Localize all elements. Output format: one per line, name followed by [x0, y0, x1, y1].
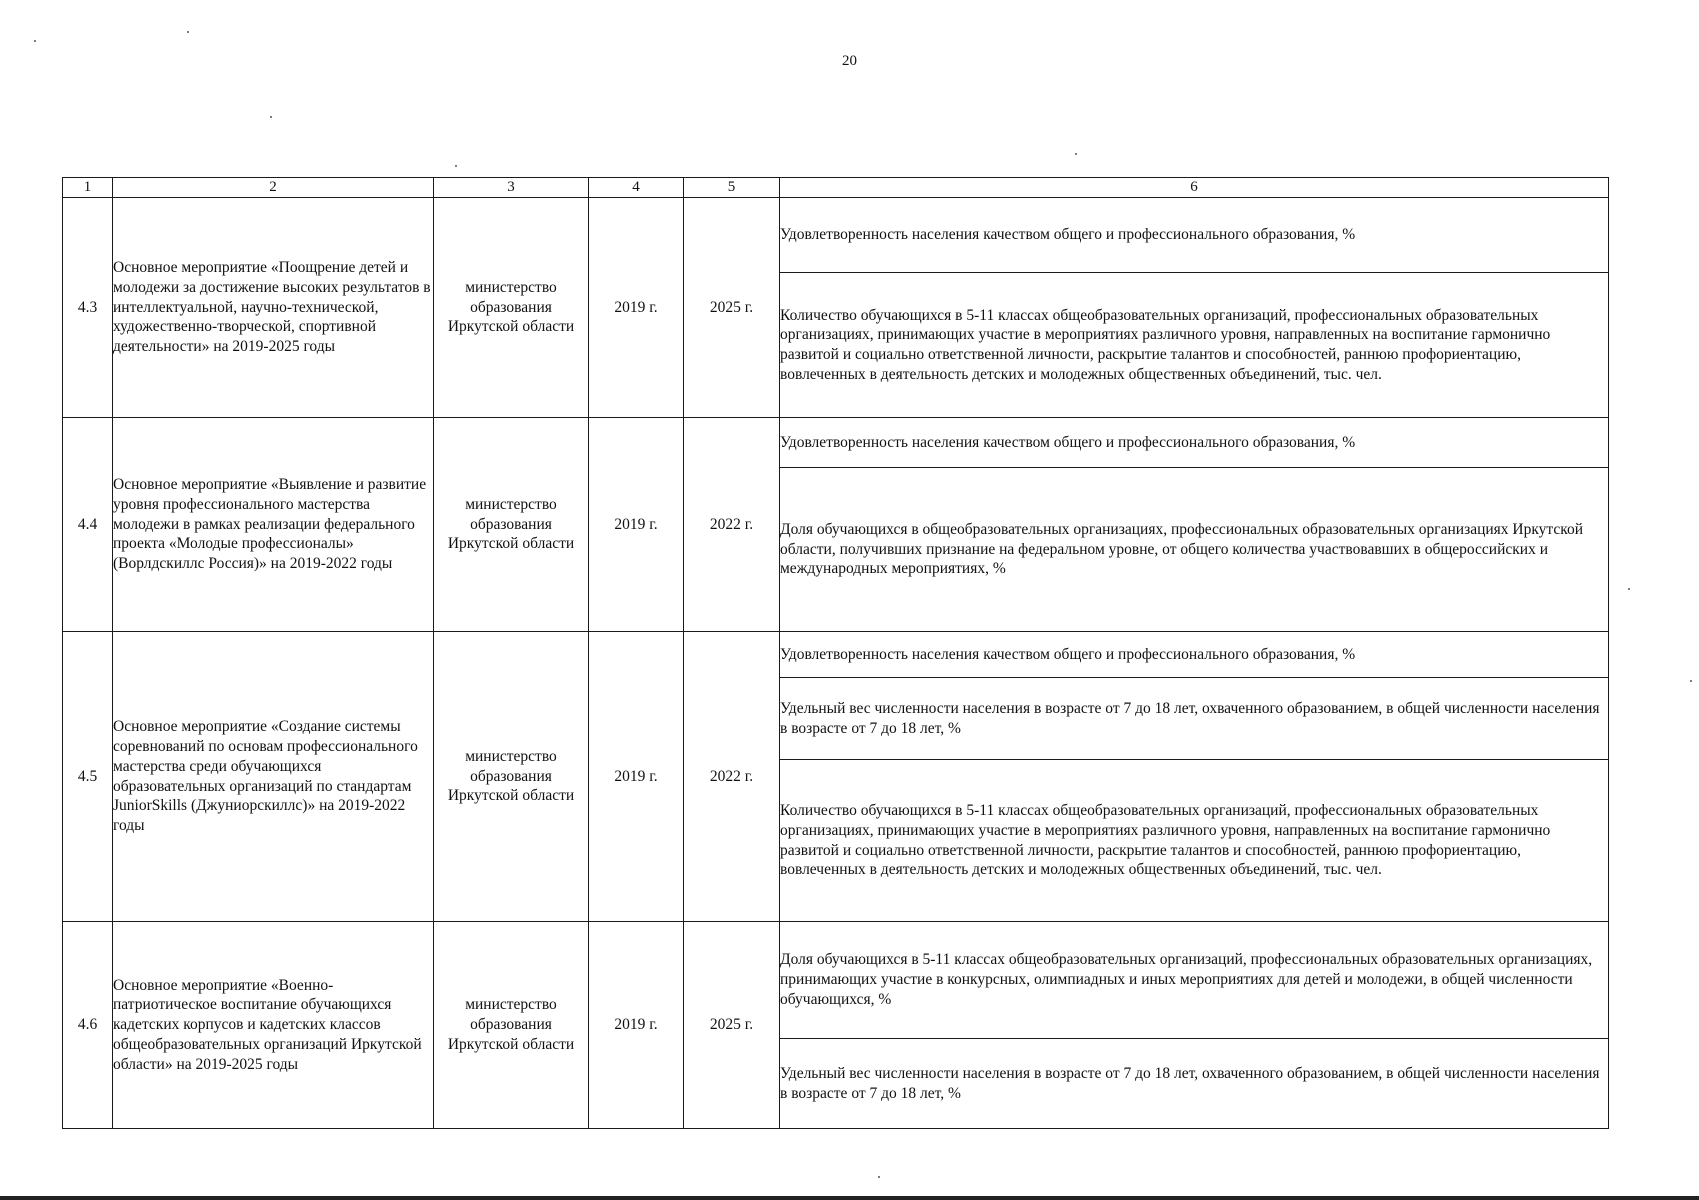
column-header-6: 6 — [780, 178, 1609, 198]
end-year: 2022 г. — [684, 418, 780, 632]
scan-speck — [270, 116, 272, 118]
table-row — [63, 922, 1609, 1039]
header-row — [63, 178, 1609, 198]
table-row — [63, 632, 1609, 678]
column-header-3: 3 — [434, 178, 589, 198]
indicator: Удовлетворенность населения качеством общего и профессионального образования, % — [780, 632, 1609, 678]
indicator: Количество обучающихся в 5-11 классах общеобразовательных организаций, профессиональных образовательных организациях, принимающих участие в мероприятиях различного уровня, направленных на воспитание гармонично развитой и социально ответственной личности, раскрытие талантов и способностей, раннюю профориентацию, вовлеченных в деятельность детских и молодежных общественных объединений, тыс. чел. — [780, 760, 1609, 922]
indicator: Доля обучающихся в 5-11 классах общеобразовательных организаций, профессиональных образовательных организациях, принимающих участие в конкурсных, олимпиадных и иных мероприятиях для детей и молодежи, в общей численности обучающихся, % — [780, 922, 1609, 1039]
end-year: 2025 г. — [684, 198, 780, 418]
scan-speck — [34, 40, 36, 42]
table-body — [63, 198, 1609, 1129]
scan-speck — [1690, 680, 1692, 682]
scan-speck — [455, 165, 457, 167]
executor: министерство образования Иркутской области — [434, 198, 589, 418]
column-header-4: 4 — [589, 178, 684, 198]
row-number: 4.5 — [63, 632, 113, 922]
row-number: 4.3 — [63, 198, 113, 418]
indicator: Удельный вес численности населения в возрасте от 7 до 18 лет, охваченного образованием, в общей численности населения в возрасте от 7 до 18 лет, % — [780, 678, 1609, 760]
row-number: 4.6 — [63, 922, 113, 1129]
executor: министерство образования Иркутской области — [434, 418, 589, 632]
indicator: Доля обучающихся в общеобразовательных организациях, профессиональных образовательных организациях Иркутской области, получивших признание на федеральном уровне, от общего количества участвовавших в общероссийских и международных мероприятиях, % — [780, 468, 1609, 632]
table-row — [63, 198, 1609, 273]
start-year: 2019 г. — [589, 198, 684, 418]
column-header-5: 5 — [684, 178, 780, 198]
measure-name: Основное мероприятие «Поощрение детей и молодежи за достижение высоких результатов в интеллектуальной, научно-технической, художественно-творческой, спортивной деятельности» на 2019-2025 годы — [113, 198, 434, 418]
start-year: 2019 г. — [589, 922, 684, 1129]
start-year: 2019 г. — [589, 418, 684, 632]
executor: министерство образования Иркутской области — [434, 922, 589, 1129]
table-header — [63, 178, 1609, 198]
executor: министерство образования Иркутской области — [434, 632, 589, 922]
scan-speck — [1075, 153, 1077, 155]
start-year: 2019 г. — [589, 632, 684, 922]
end-year: 2025 г. — [684, 922, 780, 1129]
measure-name: Основное мероприятие «Выявление и развитие уровня профессионального мастерства молодежи в рамках реализации федерального проекта «Молодые профессионалы» (Ворлдскиллс Россия)» на 2019-2022 годы — [113, 418, 434, 632]
measure-name: Основное мероприятие «Военно-патриотическое воспитание обучающихся кадетских корпусов и кадетских классов общеобразовательных организаций Иркутской области» на 2019-2025 годы — [113, 922, 434, 1129]
scan-speck — [878, 1176, 880, 1178]
indicator: Удельный вес численности населения в возрасте от 7 до 18 лет, охваченного образованием, в общей численности населения в возрасте от 7 до 18 лет, % — [780, 1039, 1609, 1129]
column-header-2: 2 — [113, 178, 434, 198]
indicator: Удовлетворенность населения качеством общего и профессионального образования, % — [780, 418, 1609, 468]
indicator: Количество обучающихся в 5-11 классах общеобразовательных организаций, профессиональных образовательных организациях, принимающих участие в мероприятиях различного уровня, направленных на воспитание гармонично развитой и социально ответственной личности, раскрытие талантов и способностей, раннюю профориентацию, вовлеченных в деятельность детских и молодежных общественных объединений, тыс. чел. — [780, 273, 1609, 418]
indicator: Удовлетворенность населения качеством общего и профессионального образования, % — [780, 198, 1609, 273]
page-number: 20 — [842, 53, 857, 69]
row-number: 4.4 — [63, 418, 113, 632]
measure-name: Основное мероприятие «Создание системы соревнований по основам профессионального мастерства среди обучающихся образовательных организаций по стандартам JuniorSkills (Джуниорскиллс)» на 2019-2022 годы — [113, 632, 434, 922]
program-measures-table — [62, 177, 1609, 1129]
end-year: 2022 г. — [684, 632, 780, 922]
column-header-1: 1 — [63, 178, 113, 198]
scan-speck — [1628, 588, 1630, 590]
scan-bottom-edge — [0, 1196, 1699, 1200]
table-row — [63, 418, 1609, 468]
scan-speck — [187, 31, 189, 33]
